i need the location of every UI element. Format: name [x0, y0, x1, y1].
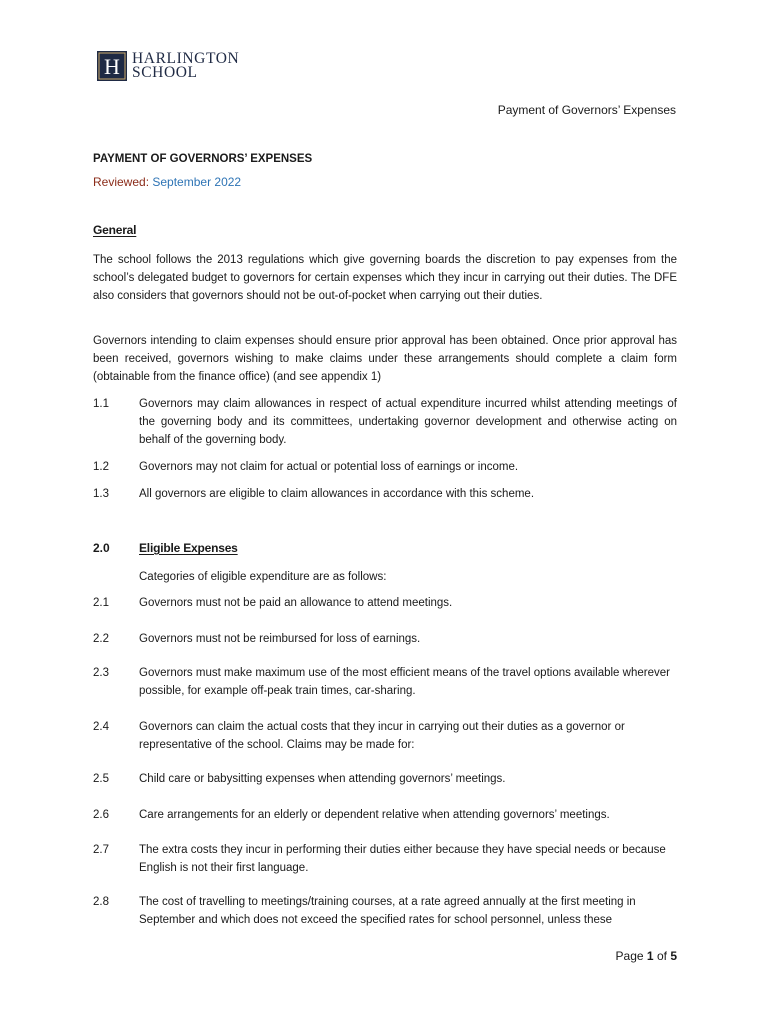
logo-wordmark [132, 52, 239, 80]
item-text: Governors can claim the actual costs that they incur in carrying out their duties as a governor or representative of the school. Claims may be made for: [139, 721, 625, 752]
crest-letter: H [104, 54, 120, 79]
item-number: 1.2 [93, 461, 109, 473]
footer-of-word: of [656, 949, 667, 963]
item-number: 2.3 [93, 667, 109, 679]
section-heading-eligible: Eligible Expenses [139, 541, 238, 555]
item-number: 2.1 [93, 597, 109, 609]
item-number: 2.4 [93, 721, 109, 733]
footer-current-page: 1 [646, 949, 654, 963]
item-text: Care arrangements for an elderly or dependent relative when attending governors’ meetings. [139, 809, 610, 821]
item-number: 2.5 [93, 773, 109, 785]
item-text: Governors must not be paid an allowance to attend meetings. [139, 597, 453, 609]
item-text: Governors must not be reimbursed for loss of earnings. [139, 633, 421, 645]
footer-total-pages: 5 [670, 949, 677, 963]
item-number: 2.6 [93, 809, 109, 821]
item-text: Governors may not claim for actual or potential loss of earnings or income. [139, 461, 519, 473]
logo-line-2: SCHOOL [132, 64, 198, 81]
item-number: 1.3 [93, 488, 109, 500]
footer-page-word: Page [615, 949, 644, 963]
paragraph: Governors intending to claim expenses should ensure prior approval has been obtained. Once prior approval has been received, governors wishing to make claims under these arrangements should complete a claim form (obtainable from the finance office) (and see appendix 1) [93, 335, 677, 384]
school-logo [97, 50, 239, 82]
item-text: The cost of travelling to meetings/training courses, at a rate agreed annually at the first meeting in September and which does not exceed the specified rates for school personnel, unless these [139, 896, 636, 927]
paragraph: The school follows the 2013 regulations which give governing boards the discretion to pay expenses from the school’s delegated budget to governors for certain expenses which they incur in carrying out their duties. The DFE also considers that governors should not be out-of-pocket when carrying out their duties. [93, 254, 677, 303]
running-header: Payment of Governors’ Expenses [497, 103, 676, 117]
item-text: Governors may claim allowances in respect of actual expenditure incurred whilst attending meetings of the governing body and its committees, undertaking governor development and otherwise acting on behalf of the governing body. [139, 398, 677, 447]
reviewed-date: September 2022 [152, 175, 242, 189]
item-text: All governors are eligible to claim allowances in accordance with this scheme. [139, 488, 535, 500]
item-number: 1.1 [93, 398, 109, 410]
section-heading-general: General [93, 223, 137, 237]
item-number: 2.2 [93, 633, 109, 645]
document-title: PAYMENT OF GOVERNORS’ EXPENSES [93, 153, 313, 165]
item-number: 2.7 [93, 844, 109, 856]
section-number: 2.0 [93, 541, 110, 555]
item-number: 2.8 [93, 896, 109, 908]
item-text: Governors must make maximum use of the most efficient means of the travel options available wherever possible, for example off-peak train times, car-sharing. [139, 667, 670, 698]
school-crest-icon [97, 51, 127, 81]
item-text: The extra costs they incur in performing their duties either because they have special needs or because English is not their first language. [139, 844, 666, 875]
reviewed-line [93, 175, 241, 189]
item-text: Child care or babysitting expenses when attending governors’ meetings. [139, 773, 506, 785]
reviewed-label: Reviewed: [93, 175, 150, 189]
section-intro: Categories of eligible expenditure are as follows: [139, 571, 387, 583]
logo-line-1: HARLINGTON [132, 50, 240, 67]
page-footer [616, 949, 677, 963]
